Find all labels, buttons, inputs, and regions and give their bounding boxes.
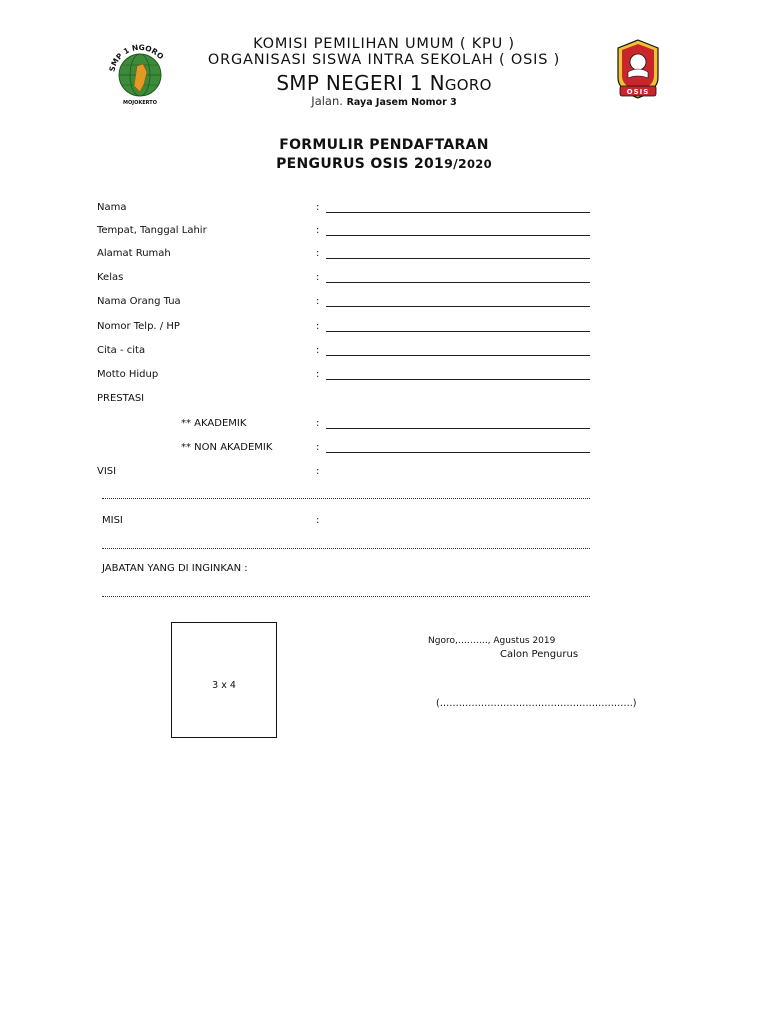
colon: : (316, 515, 320, 526)
input-kelas[interactable] (326, 282, 590, 283)
header-kpu: KOMISI PEMILIHAN UMUM ( KPU ) (253, 36, 515, 52)
colon: : (316, 202, 320, 213)
input-jabatan[interactable] (102, 596, 590, 597)
input-visi[interactable] (102, 498, 590, 499)
colon: : (316, 345, 320, 356)
logo-bottom-text: MOJOKERTO (123, 100, 157, 106)
colon: : (316, 466, 320, 477)
colon: : (316, 272, 320, 283)
label-cita: Cita - cita (97, 345, 146, 356)
label-akademik: ** AKADEMIK (181, 418, 247, 429)
osis-logo (614, 38, 662, 102)
label-jabatan: JABATAN YANG DI INGINKAN : (102, 563, 248, 574)
label-visi: VISI (97, 466, 117, 477)
form-title: FORMULIR PENDAFTARAN (279, 137, 489, 153)
label-prestasi: PRESTASI (97, 393, 145, 404)
header-osis: ORGANISASI SISWA INTRA SEKOLAH ( OSIS ) (207, 52, 561, 68)
form-subtitle-main: PENGURUS OSIS 201 (276, 156, 445, 172)
colon: : (316, 442, 320, 453)
logo-arc-text: SMP 1 NGORO (107, 42, 166, 73)
signature-place-date: Ngoro,………., Agustus 2019 (428, 636, 556, 646)
school-name-main: SMP NEGERI 1 (276, 71, 430, 95)
osis-logo-text: OSIS (626, 88, 650, 96)
label-ttl: Tempat, Tanggal Lahir (97, 225, 207, 236)
signature-role: Calon Pengurus (500, 649, 579, 660)
photo-size-label: 3 x 4 (212, 680, 236, 691)
form-subtitle-mid: 9/2 (444, 156, 467, 171)
input-telp[interactable] (326, 331, 590, 332)
input-non-akademik[interactable] (326, 452, 590, 453)
colon: : (316, 418, 320, 429)
address-label: Jalan. (311, 94, 347, 108)
school-name-initial: N (429, 71, 445, 95)
label-telp: Nomor Telp. / HP (97, 321, 180, 332)
school-logo (104, 38, 176, 108)
signature-name-line[interactable]: (…………………………………………………….) (436, 698, 637, 709)
form-subtitle (0, 156, 768, 172)
colon: : (316, 321, 320, 332)
input-akademik[interactable] (326, 428, 590, 429)
input-orang-tua[interactable] (326, 306, 590, 307)
input-ttl[interactable] (326, 235, 590, 236)
label-orang-tua: Nama Orang Tua (97, 296, 181, 307)
input-cita[interactable] (326, 355, 590, 356)
label-motto: Motto Hidup (97, 369, 159, 380)
school-name-rest: GORO (444, 76, 492, 94)
label-misi: MISI (102, 515, 123, 526)
label-non-akademik: ** NON AKADEMIK (181, 442, 273, 453)
colon: : (316, 296, 320, 307)
colon: : (316, 248, 320, 259)
input-misi[interactable] (102, 548, 590, 549)
input-alamat[interactable] (326, 258, 590, 259)
label-alamat: Alamat Rumah (97, 248, 171, 259)
input-motto[interactable] (326, 379, 590, 380)
input-nama[interactable] (326, 212, 590, 213)
address-value: Raya Jasem Nomor 3 (346, 97, 457, 108)
colon: : (316, 225, 320, 236)
form-subtitle-end: 020 (466, 157, 492, 171)
label-kelas: Kelas (97, 272, 124, 283)
label-nama: Nama (97, 202, 127, 213)
colon: : (316, 369, 320, 380)
